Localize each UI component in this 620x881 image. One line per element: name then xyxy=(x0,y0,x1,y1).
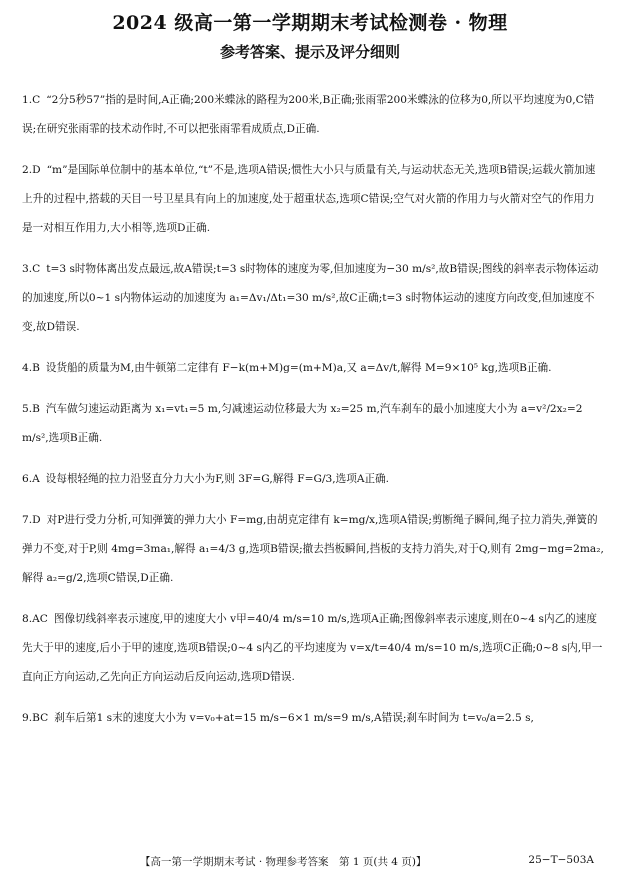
answer-explanation: 汽车做匀速运动距离为 x₁=vt₁=5 m,匀减速运动位移最大为 x₂=25 m,汽车刹车的最小加速度大小为 a=v²/2x₂=2 m/s²,选项B正确. xyxy=(22,403,583,444)
answer-letter: C xyxy=(32,263,41,275)
answer-explanation: 刹车后第1 s末的速度大小为 v=v₀+at=15 m/s−6×1 m/s=9 m/s,A错误;刹车时间为 t=v₀/a=2.5 s, xyxy=(54,712,534,724)
answer-explanation: 设货船的质量为M,由牛顿第二定律有 F−k(m+M)g=(m+M)a,又 a=Δv/t,解得 M=9×10⁵ kg,选项B正确. xyxy=(45,362,552,374)
answer-item xyxy=(22,395,604,453)
answer-explanation: “2分5秒57”指的是时间,A正确;200米蝶泳的路程为200米,B正确;张雨霏200米蝶泳的位移为0,所以平均速度为0,C错误;在研究张雨霏的技术动作时,不可以把张雨霏看成质点,D正确. xyxy=(22,94,595,135)
answer-item xyxy=(22,465,604,494)
answer-number: 1. xyxy=(22,94,33,106)
answer-list xyxy=(22,86,604,745)
answer-item xyxy=(22,506,604,593)
answer-letter: AC xyxy=(32,613,48,625)
answer-explanation: 设每根轻绳的拉力沿竖直分力大小为F,则 3F=G,解得 F=G/3,选项A正确. xyxy=(45,473,390,485)
answer-item xyxy=(22,255,604,342)
answer-item xyxy=(22,86,604,144)
answer-letter: B xyxy=(32,362,40,374)
answer-letter: B xyxy=(32,403,40,415)
answer-number: 4. xyxy=(22,362,33,374)
answer-number: 5. xyxy=(22,403,33,415)
answer-item xyxy=(22,354,604,383)
footer-code: 25−T−503A xyxy=(528,854,594,866)
answer-letter: D xyxy=(32,164,41,176)
answer-number: 9. xyxy=(22,712,33,724)
answer-letter: A xyxy=(32,473,40,485)
answer-number: 6. xyxy=(22,473,33,485)
page-subtitle: 参考答案、提示及评分细则 xyxy=(219,43,400,61)
answer-number: 7. xyxy=(22,514,33,526)
answer-number: 3. xyxy=(22,263,33,275)
answer-explanation: 对P进行受力分析,可知弹簧的弹力大小 F=mg,由胡克定律有 k=mg/x,选项A错误;剪断绳子瞬间,绳子拉力消失,弹簧的弹力不变,对于P,则 4mg=3ma₁,解得 a₁=4/3 g,选项B错误;撤去挡板瞬间,挡板的支持力消失,对于Q,则有 2mg−mg=2ma₂,解得 a₂=g/2,选项C错误,D正确. xyxy=(22,514,604,584)
answer-letter: C xyxy=(32,94,41,106)
answer-item xyxy=(22,605,604,692)
answer-item xyxy=(22,704,604,733)
answer-number: 2. xyxy=(22,164,33,176)
footer-text: 【高一第一学期期末考试 · 物理参考答案 第 1 页(共 4 页)】 xyxy=(140,856,427,868)
answer-explanation: t=3 s时物体离出发点最远,故A错误;t=3 s时物体的速度为零,但加速度为−30 m/s²,故B错误;图线的斜率表示物体运动的加速度,所以0~1 s内物体运动的加速度为 a₁=Δv₁/Δt₁=30 m/s²,故C正确;t=3 s时物体运动的速度方向改变,但加速度不变,故D错误. xyxy=(22,263,599,333)
answer-letter: D xyxy=(32,514,41,526)
answer-explanation: 图像切线斜率表示速度,甲的速度大小 v甲=40/4 m/s=10 m/s,选项A正确;图像斜率表示速度,则在0~4 s内乙的速度先大于甲的速度,后小于甲的速度,选项B错误;0~4 s内乙的平均速度为 v=x/t=40/4 m/s=10 m/s,选项C正确;0~8 s内,甲一直向正方向运动,乙先向正方向运动后反向运动,选项D错误. xyxy=(22,613,603,683)
answer-item xyxy=(22,156,604,243)
answer-letter: BC xyxy=(32,712,49,724)
answer-explanation: “m”是国际单位制中的基本单位,“t”不是,选项A错误;惯性大小只与质量有关,与运动状态无关,选项B错误;运载火箭加速上升的过程中,搭载的天目一号卫星具有向上的加速度,处于超重状态,选项C错误;空气对火箭的作用力与火箭对空气的作用力是一对相互作用力,大小相等,选项D正确. xyxy=(22,164,596,234)
answer-number: 8. xyxy=(22,613,33,625)
page-title: 2024 级高一第一学期期末考试检测卷 · 物理 xyxy=(112,12,508,34)
